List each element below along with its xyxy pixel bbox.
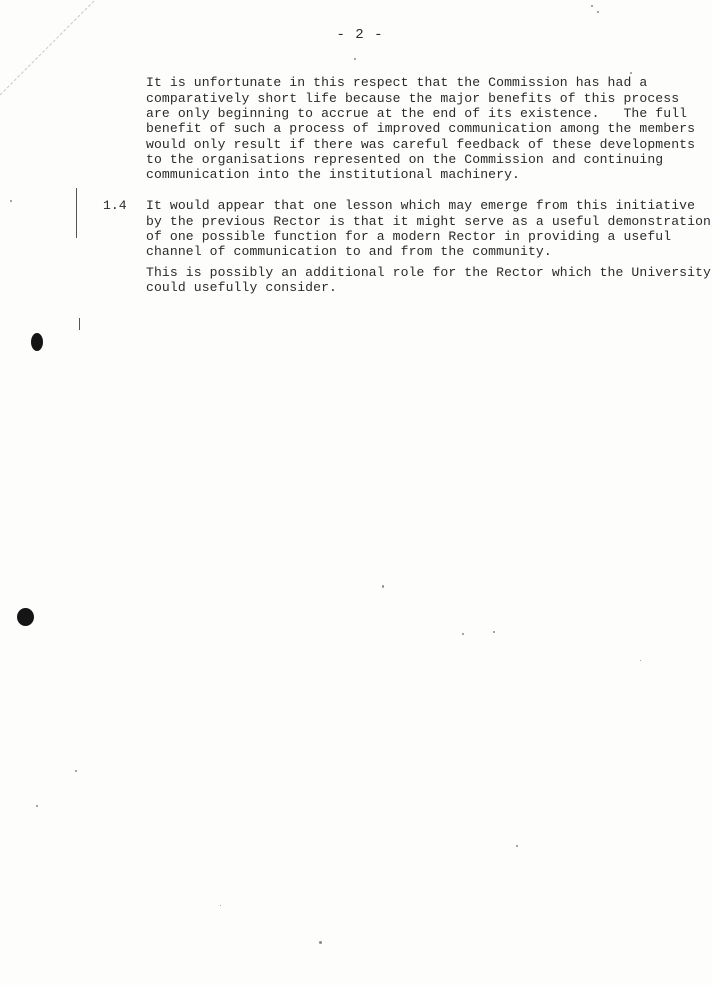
punch-hole	[17, 608, 34, 626]
page-number: - 2 -	[336, 27, 384, 43]
scan-speck	[220, 905, 221, 906]
scan-speck	[630, 72, 632, 74]
scan-fold-artifact	[0, 0, 100, 100]
scan-speck	[493, 631, 495, 633]
scan-speck	[75, 770, 77, 772]
margin-line-mark	[79, 318, 80, 330]
paragraph-line: of one possible function for a modern Rector in providing a useful	[146, 229, 672, 244]
punch-hole	[31, 333, 43, 351]
scan-speck	[516, 845, 518, 847]
paragraph-line: communication into the institutional machinery.	[146, 167, 521, 182]
scan-speck	[591, 5, 593, 7]
scan-speck	[354, 58, 356, 60]
margin-line-mark	[76, 188, 77, 238]
paragraph-line: comparatively short life because the major benefits of this process	[146, 91, 680, 106]
paragraph-line: could usefully consider.	[146, 280, 337, 295]
paragraph-line: would only result if there was careful feedback of these developments	[146, 137, 696, 152]
section-number: 1.4	[103, 198, 127, 213]
scan-speck	[597, 11, 599, 13]
scan-speck	[319, 941, 322, 944]
paragraph-line: It would appear that one lesson which may emerge from this initiative	[146, 198, 696, 213]
scan-speck	[382, 585, 384, 588]
paragraph-line: This is possibly an additional role for the Rector which the University	[146, 265, 711, 280]
paragraph-line: channel of communication to and from the community.	[146, 244, 552, 259]
scan-speck	[462, 633, 464, 635]
paragraph-line: It is unfortunate in this respect that the Commission has had a	[146, 75, 648, 90]
scan-speck	[36, 805, 38, 807]
paragraph-line: are only beginning to accrue at the end of its existence. The full	[146, 106, 688, 121]
paragraph-line: by the previous Rector is that it might serve as a useful demonstration	[146, 214, 711, 229]
scan-speck	[640, 660, 641, 661]
scan-speck	[10, 200, 12, 202]
paragraph-line: to the organisations represented on the Commission and continuing	[146, 152, 664, 167]
paragraph-line: benefit of such a process of improved communication among the members	[146, 121, 696, 136]
